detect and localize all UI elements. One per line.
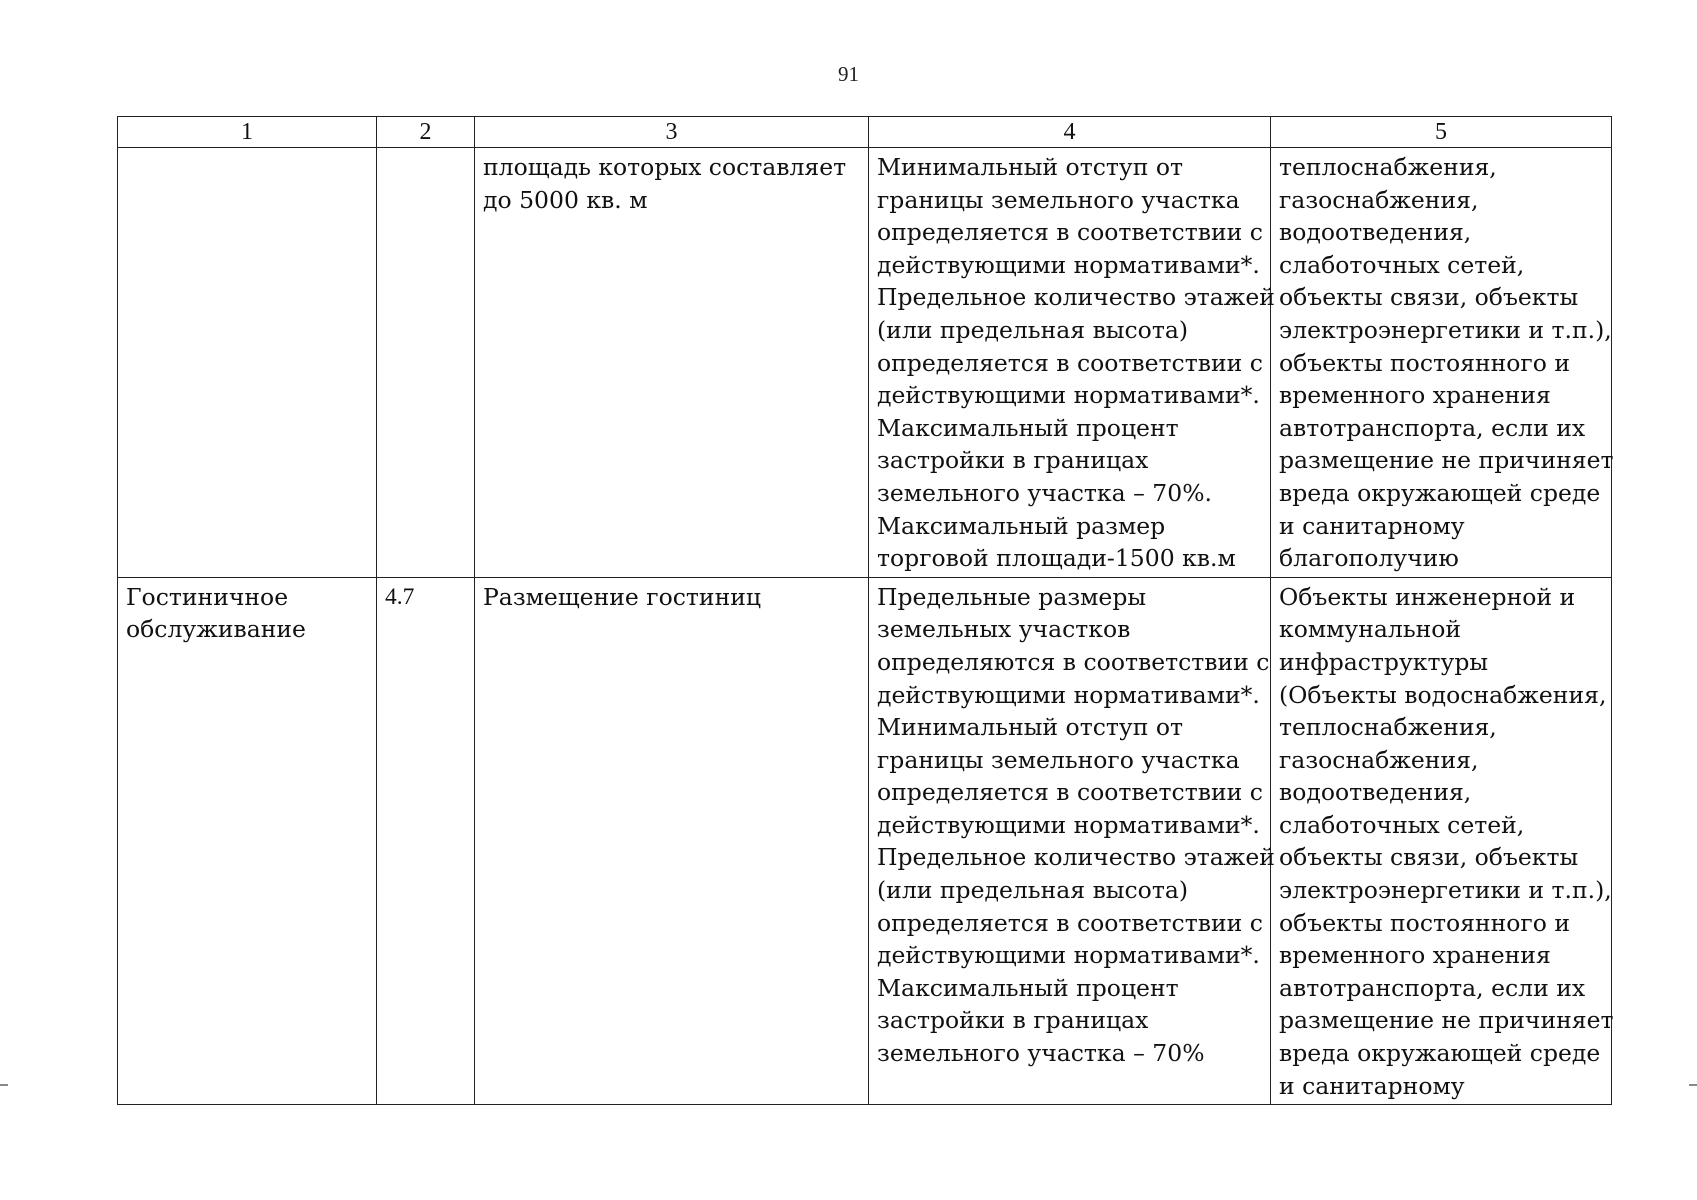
row2-auxiliary-uses-line: коммунальной bbox=[1279, 615, 1462, 644]
row2-parameters-line: (или предельная высота) bbox=[877, 876, 1188, 905]
row2-auxiliary-uses-line: объекты постоянного и bbox=[1279, 908, 1571, 937]
row2-parameters-line: действующими нормативами*. bbox=[877, 680, 1260, 709]
row1-parameters-line: действующими нормативами*. bbox=[877, 381, 1260, 410]
row2-parameters-line: границы земельного участка bbox=[877, 745, 1240, 774]
row2-auxiliary-uses-line: электроэнергетики и т.п.), bbox=[1279, 876, 1612, 905]
row2-parameters-line: Предельное количество этажей bbox=[877, 843, 1275, 872]
header-row bbox=[118, 117, 1612, 148]
row1-auxiliary-uses-line: и санитарному bbox=[1279, 511, 1465, 540]
row1-auxiliary-uses-line: вреда окружающей среде bbox=[1279, 478, 1601, 507]
header-col-2: 2 bbox=[377, 117, 475, 148]
row2-parameters-line: действующими нормативами*. bbox=[877, 810, 1260, 839]
row1-parameters-line: (или предельная высота) bbox=[877, 315, 1188, 344]
row1-description bbox=[475, 148, 869, 578]
page-number: 91 bbox=[838, 62, 859, 86]
row1-auxiliary-uses-line: теплоснабжения, bbox=[1279, 153, 1497, 181]
row2-parameters-line: застройки в границах bbox=[877, 1006, 1149, 1035]
row2-parameters-line: земельных участков bbox=[877, 615, 1131, 644]
row2-description bbox=[475, 577, 869, 1105]
row2-auxiliary-uses-line: (Объекты водоснабжения, bbox=[1279, 680, 1607, 709]
row2-use-name-line: обслуживание bbox=[126, 615, 306, 644]
row2-parameters-line: Предельные размеры bbox=[877, 582, 1147, 611]
row2-auxiliary-uses-line: вреда окружающей среде bbox=[1279, 1039, 1601, 1068]
row1-parameters-line: действующими нормативами*. bbox=[877, 250, 1260, 279]
row2-parameters-line: действующими нормативами*. bbox=[877, 941, 1260, 970]
row2-parameters-line: определяются в соответствии с bbox=[877, 647, 1270, 676]
row2-auxiliary-uses-line: Объекты инженерной и bbox=[1279, 582, 1576, 611]
land-use-table bbox=[117, 116, 1612, 1105]
row2-auxiliary-uses-line: размещение не причиняет bbox=[1279, 1006, 1614, 1035]
row2-parameters-line: определяется в соответствии с bbox=[877, 908, 1263, 937]
row1-parameters-line: Минимальный отступ от bbox=[877, 153, 1183, 181]
row2-use-name bbox=[118, 577, 377, 1105]
row1-auxiliary-uses-line: размещение не причиняет bbox=[1279, 446, 1614, 475]
row1-auxiliary-uses-line: слаботочных сетей, bbox=[1279, 250, 1525, 279]
row2-code: 4.7 bbox=[377, 577, 475, 1105]
row1-code bbox=[377, 148, 475, 578]
row1-description-line: до 5000 кв. м bbox=[483, 185, 648, 214]
row2-auxiliary-uses-line: и санитарному bbox=[1279, 1071, 1465, 1100]
row1-parameters-line: определяется в соответствии с bbox=[877, 348, 1263, 377]
scan-mark-left bbox=[0, 1084, 8, 1086]
table-row bbox=[118, 148, 1612, 578]
row1-auxiliary-uses-line: водоотведения, bbox=[1279, 218, 1472, 247]
row1-parameters-line: Предельное количество этажей bbox=[877, 283, 1275, 312]
row1-parameters-line: земельного участка – 70%. bbox=[877, 478, 1213, 507]
row2-auxiliary-uses-line: временного хранения bbox=[1279, 941, 1551, 970]
row2-auxiliary-uses-line: теплоснабжения, bbox=[1279, 713, 1497, 742]
row1-parameters-line: застройки в границах bbox=[877, 446, 1149, 475]
row2-auxiliary-uses-line: объекты связи, объекты bbox=[1279, 843, 1579, 872]
row1-parameters-line: Максимальный размер bbox=[877, 511, 1166, 540]
row2-parameters-line: определяется в соответствии с bbox=[877, 778, 1263, 807]
header-col-5: 5 bbox=[1271, 117, 1612, 148]
header-col-3: 3 bbox=[475, 117, 869, 148]
scan-mark-right bbox=[1689, 1084, 1697, 1086]
table-row bbox=[118, 577, 1612, 1105]
row1-parameters-line: определяется в соответствии с bbox=[877, 218, 1263, 247]
row2-auxiliary-uses-line: газоснабжения, bbox=[1279, 745, 1479, 774]
row2-parameters-line: Минимальный отступ от bbox=[877, 713, 1183, 742]
row1-auxiliary-uses-line: электроэнергетики и т.п.), bbox=[1279, 315, 1612, 344]
row2-description-line: Размещение гостиниц bbox=[483, 582, 762, 611]
row2-auxiliary-uses-line: инфраструктуры bbox=[1279, 647, 1489, 676]
row2-auxiliary-uses-line: автотранспорта, если их bbox=[1279, 973, 1586, 1002]
row1-parameters-line: границы земельного участка bbox=[877, 185, 1240, 214]
header-col-1: 1 bbox=[118, 117, 377, 148]
row1-description-line: площадь которых составляет bbox=[483, 153, 847, 181]
row2-parameters-line: Максимальный процент bbox=[877, 973, 1179, 1002]
row2-parameters bbox=[869, 577, 1275, 1105]
row1-use-name bbox=[118, 148, 377, 578]
row2-auxiliary-uses-line: слаботочных сетей, bbox=[1279, 810, 1525, 839]
row1-auxiliary-uses bbox=[1271, 148, 1612, 578]
row1-auxiliary-uses-line: объекты постоянного и bbox=[1279, 348, 1571, 377]
row1-parameters-line: торговой площади-1500 кв.м bbox=[877, 544, 1236, 573]
row2-parameters-line: земельного участка – 70% bbox=[877, 1039, 1205, 1068]
row2-auxiliary-uses bbox=[1271, 577, 1612, 1105]
row1-auxiliary-uses-line: благополучию bbox=[1279, 544, 1459, 573]
row2-auxiliary-uses-line: водоотведения, bbox=[1279, 778, 1472, 807]
row2-use-name-line: Гостиничное bbox=[126, 582, 289, 611]
row1-auxiliary-uses-line: автотранспорта, если их bbox=[1279, 413, 1586, 442]
header-col-4: 4 bbox=[869, 117, 1271, 148]
row1-auxiliary-uses-line: объекты связи, объекты bbox=[1279, 283, 1579, 312]
row1-parameters bbox=[869, 148, 1275, 578]
row1-auxiliary-uses-line: временного хранения bbox=[1279, 381, 1551, 410]
row1-auxiliary-uses-line: газоснабжения, bbox=[1279, 185, 1479, 214]
row1-parameters-line: Максимальный процент bbox=[877, 413, 1179, 442]
